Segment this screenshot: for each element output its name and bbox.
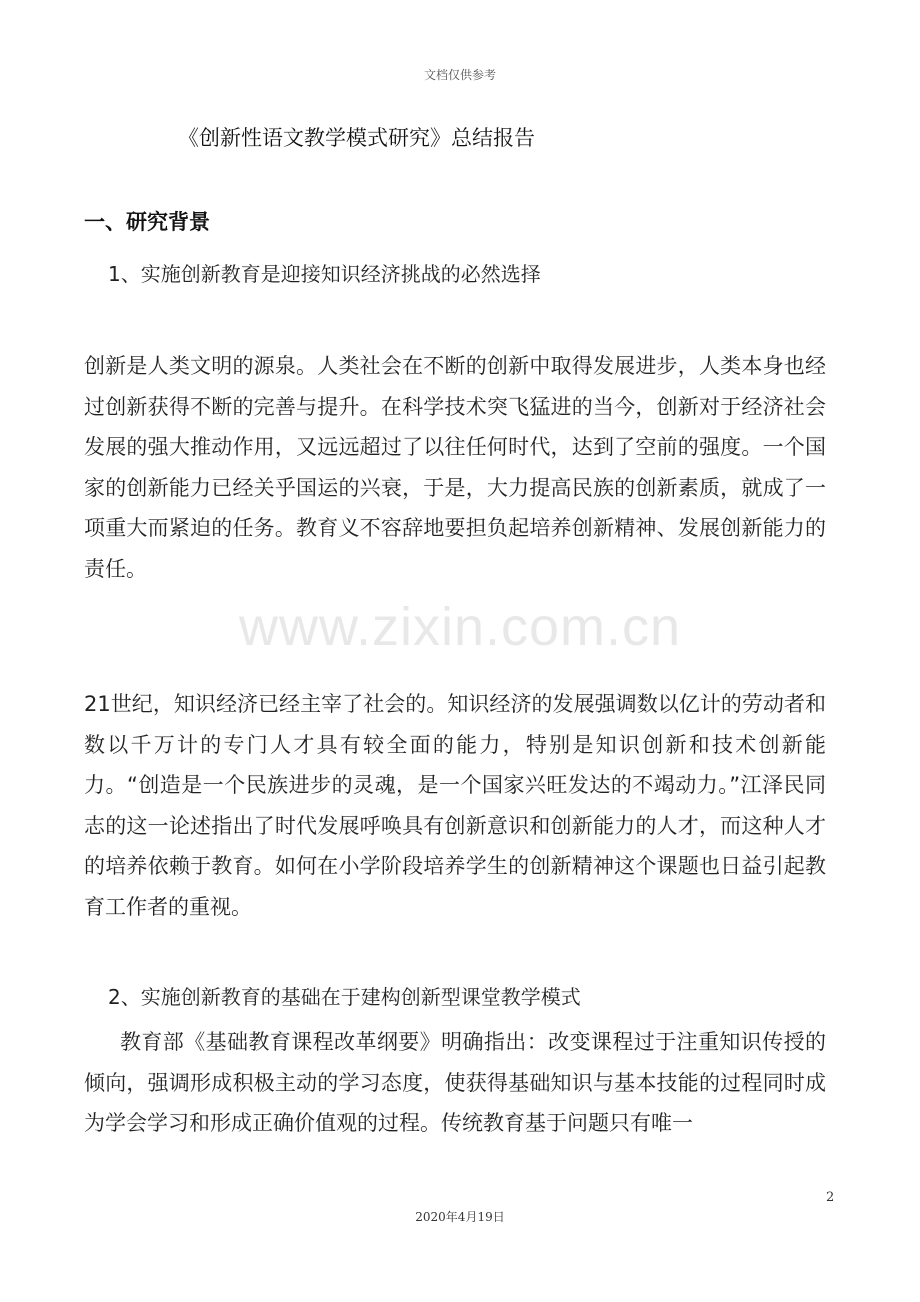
watermark: www.zixin.com.cn	[238, 597, 682, 657]
subheading-2: 2、实施创新教育的基础在于建构创新型课堂教学模式	[108, 985, 581, 1009]
section-heading-research-background: 一、研究背景	[84, 210, 210, 234]
paragraph-2: 21世纪，知识经济已经主宰了社会的。知识经济的发展强调数以亿计的劳动者和数以千万计的专门人才具有较全面的能力，特别是知识创新和技术创新能力。“创造是一个民族进步的灵魂，是一个国家兴旺发达的不竭动力。”江泽民同志的这一论述指出了时代发展呼唤具有创新意识和创新能力的人才，而这种人才的培养依赖于教育。如何在小学阶段培养学生的创新精神这个课题也日益引起教育工作者的重视。	[84, 692, 826, 919]
paragraph-1: 创新是人类文明的源泉。人类社会在不断的创新中取得发展进步，人类本身也经过创新获得不断的完善与提升。在科学技术突飞猛进的当今，创新对于经济社会发展的强大推动作用，又远远超过了以往任何时代，达到了空前的强度。一个国家的创新能力已经关乎国运的兴衰，于是，大力提高民族的创新素质，就成了一项重大而紧迫的任务。教育义不容辞地要担负起培养创新精神、发展创新能力的责任。	[84, 354, 826, 581]
footer-date: 2020年4月19日	[415, 1210, 505, 1224]
header-note: 文档仅供参考	[423, 68, 496, 82]
document-title: 《创新性语文教学模式研究》总结报告	[178, 126, 535, 150]
page-number: 2	[826, 1190, 835, 1205]
subheading-1: 1、实施创新教育是迎接知识经济挑战的必然选择	[108, 262, 541, 286]
paragraph-3: 教育部《基础教育课程改革纲要》明确指出：改变课程过于注重知识传授的倾向，强调形成积极主动的学习态度，使获得基础知识与基本技能的过程同时成为学会学习和形成正确价值观的过程。传统教育基于问题只有唯一	[84, 1030, 826, 1135]
